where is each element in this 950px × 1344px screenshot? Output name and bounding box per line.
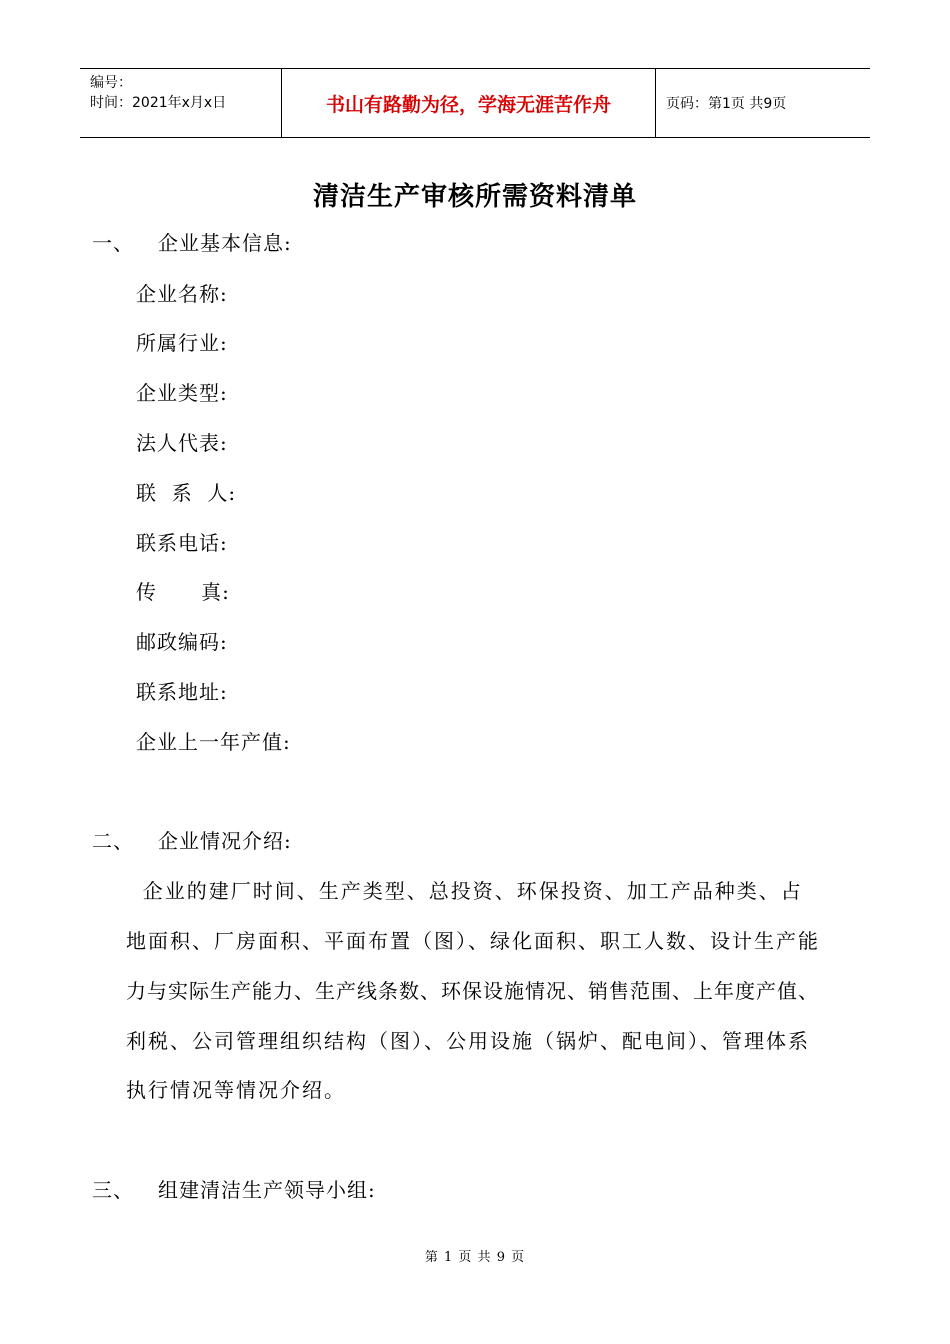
document-title: 清洁生产审核所需资料清单 xyxy=(312,182,637,212)
document-number-label: 编号： xyxy=(90,75,132,91)
paragraph-line: 企业的建厂时间、生产类型、总投资、环保投资、加工产品种类、占 xyxy=(126,879,803,903)
paragraph-line: 利税、公司管理组织结构（图）、公用设施（锅炉、配电间）、管理体系 xyxy=(126,1029,810,1053)
header-meta xyxy=(80,69,282,137)
field-last-year-output: 企业上一年产值: xyxy=(136,730,291,754)
field-fax: 传 真: xyxy=(136,580,230,604)
paragraph-line: 力与实际生产能力、生产线条数、环保设施情况、销售范围、上年度产值、 xyxy=(126,979,819,1003)
section-label: 组建清洁生产领导小组: xyxy=(158,1178,376,1202)
section-number: 二、 xyxy=(92,829,134,853)
page-footer: 第 1 页 共 9 页 xyxy=(424,1250,526,1265)
section-number: 一、 xyxy=(92,231,134,255)
field-contact-person: 联 系 人: xyxy=(136,481,237,505)
header-page-info: 页码：第1页 共9页 xyxy=(666,96,787,112)
page-header xyxy=(80,68,870,138)
section-number: 三、 xyxy=(92,1178,134,1202)
field-company-type: 企业类型: xyxy=(136,381,228,405)
field-company-name: 企业名称: xyxy=(136,282,228,306)
field-phone: 联系电话: xyxy=(136,531,228,555)
section-label: 企业情况介绍: xyxy=(158,829,292,853)
paragraph-line: 执行情况等情况介绍。 xyxy=(126,1078,346,1102)
paragraph-line: 地面积、厂房面积、平面布置（图）、绿化面积、职工人数、设计生产能 xyxy=(126,929,820,953)
section-label: 企业基本信息: xyxy=(158,231,292,255)
field-legal-representative: 法人代表: xyxy=(136,431,228,455)
header-motto: 书山有路勤为径，学海无涯苦作舟 xyxy=(282,69,656,137)
field-address: 联系地址: xyxy=(136,680,228,704)
field-industry: 所属行业: xyxy=(136,331,228,355)
field-postal-code: 邮政编码: xyxy=(136,630,228,654)
document-date-label: 时间：2021年x月x日 xyxy=(90,95,227,111)
